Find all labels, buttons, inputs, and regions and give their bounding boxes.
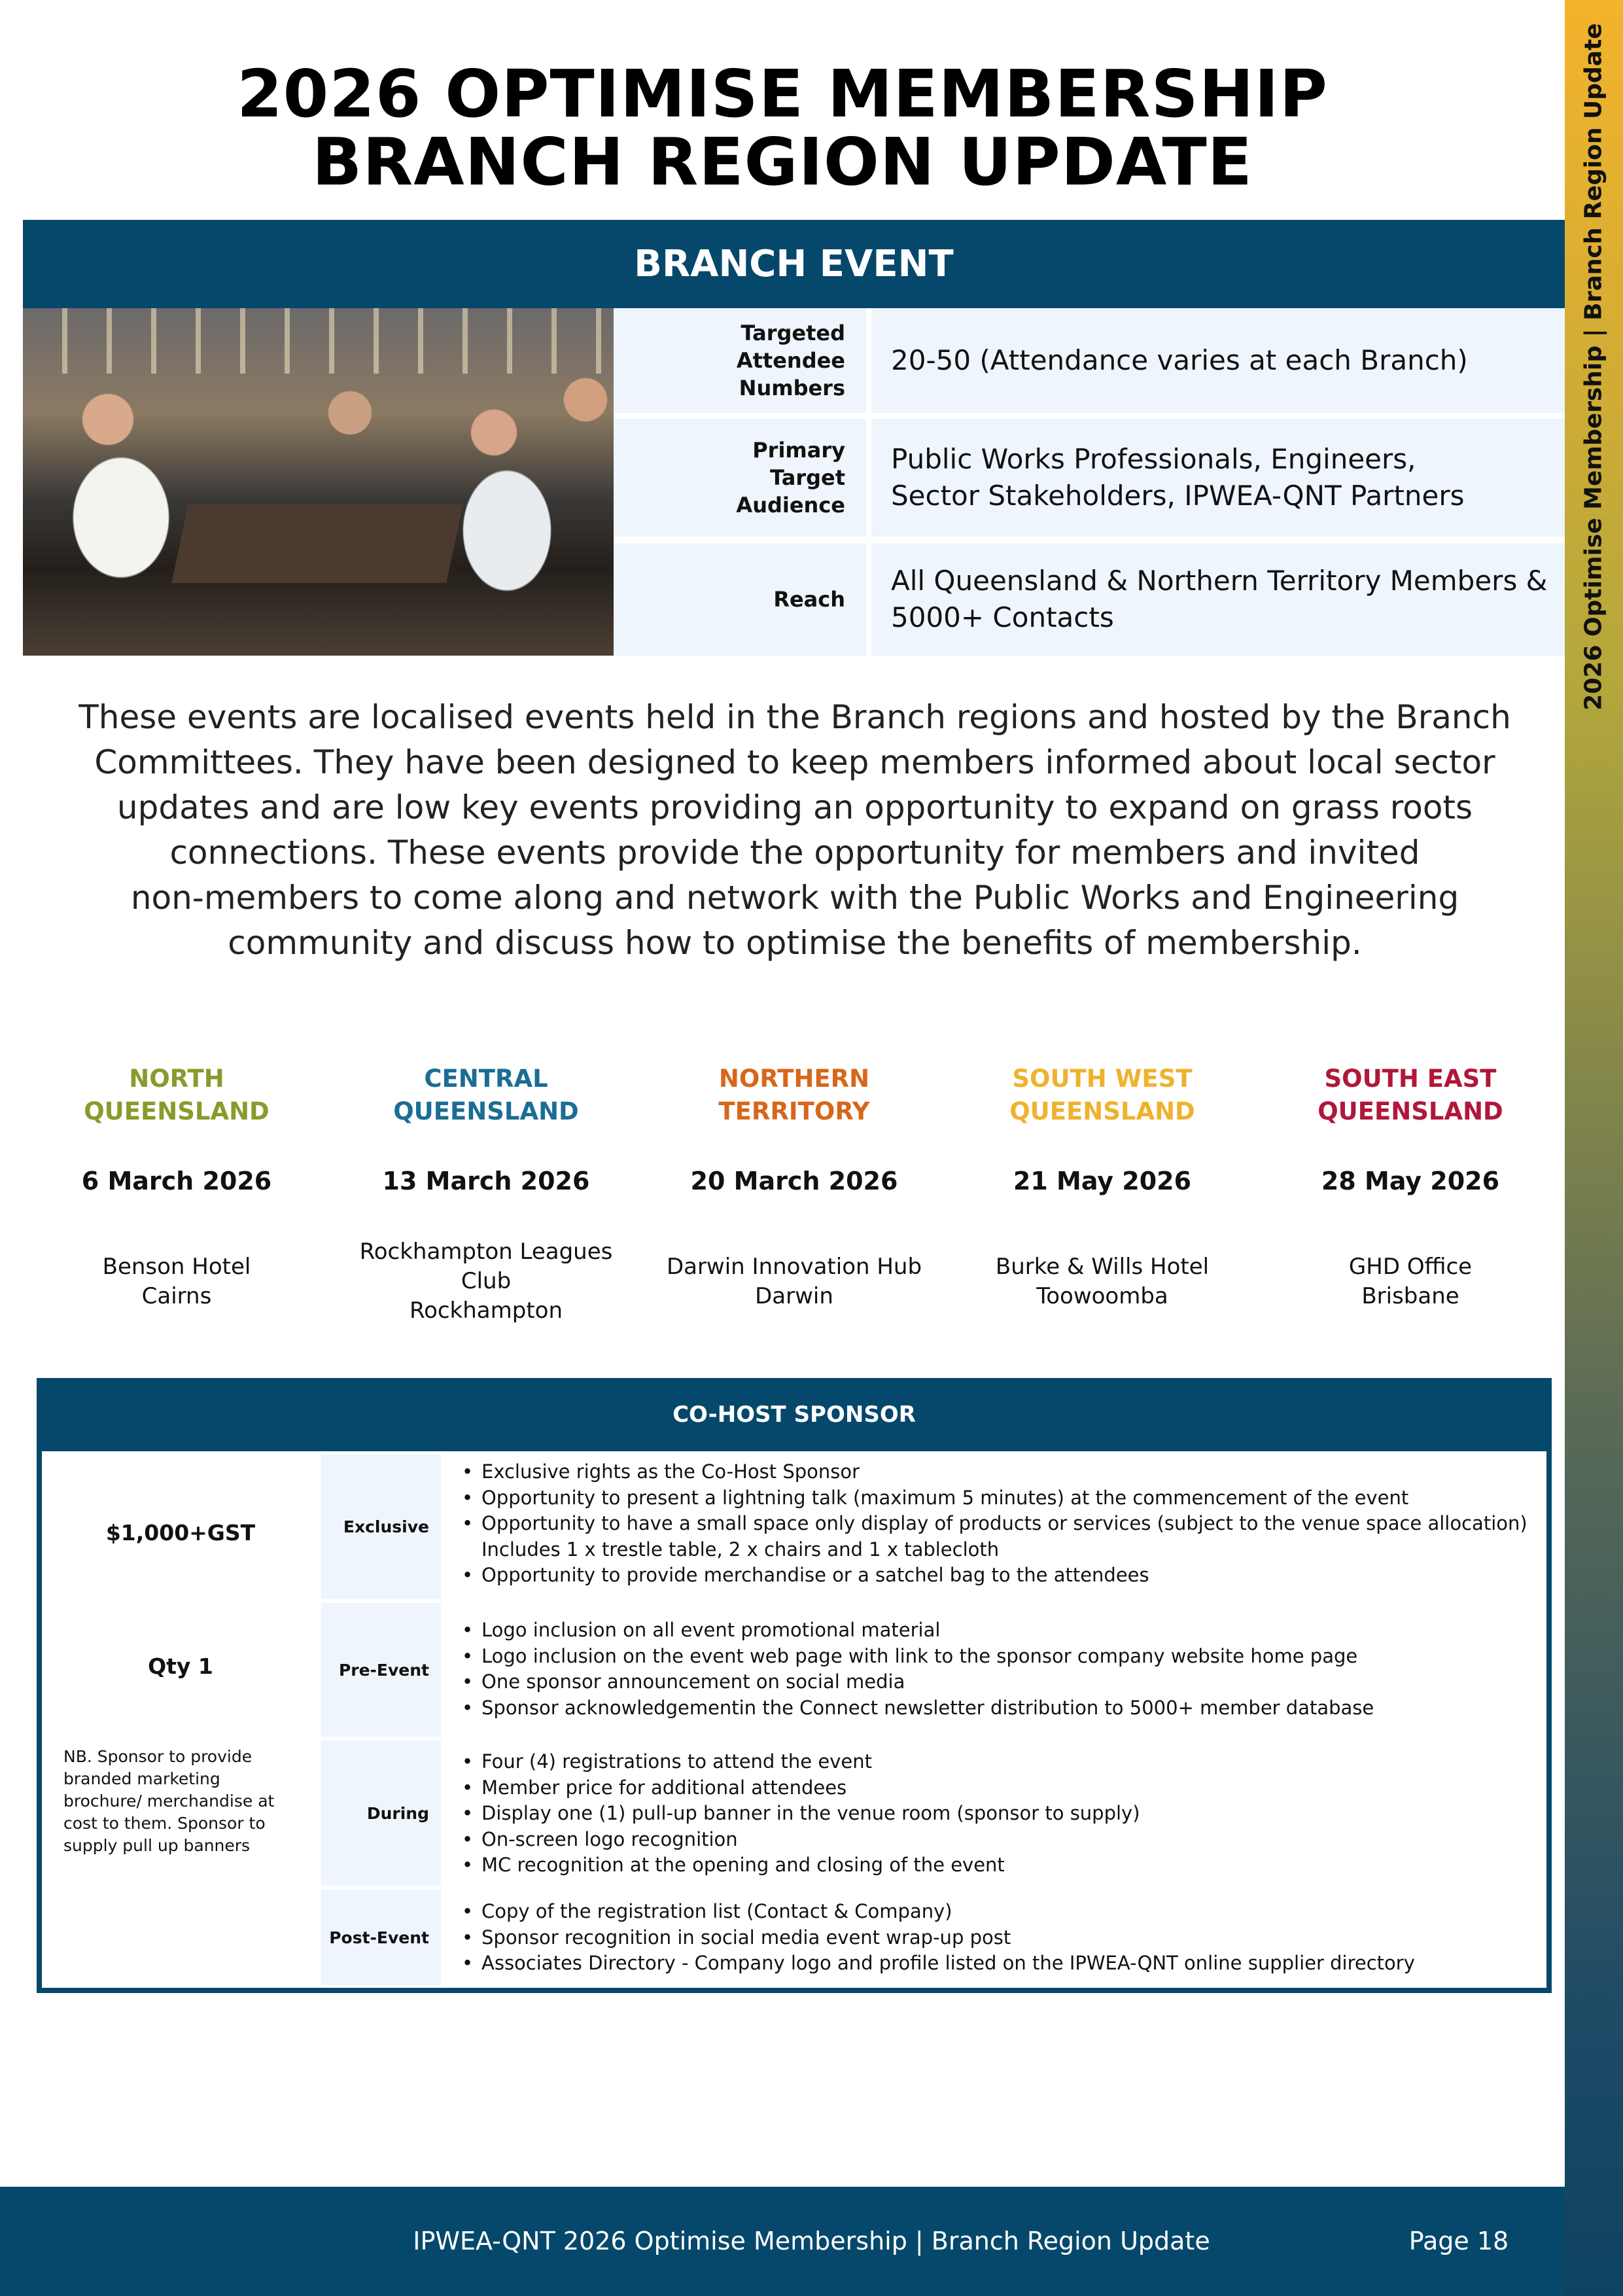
category-label-pre-event: Pre-Event <box>321 1603 441 1737</box>
sponsor-price: $1,000+GST <box>105 1520 256 1545</box>
region-date: 21 May 2026 <box>1013 1167 1192 1195</box>
benefit-item: • On-screen logo recognition <box>481 1827 1546 1853</box>
side-label <box>1565 0 1623 733</box>
category-items-pre-event <box>441 1617 1546 1721</box>
benefit-item: • Associates Directory - Company logo and profile listed on the IPWEA-QNT online supplier directory <box>481 1951 1546 1977</box>
event-photo <box>23 308 614 656</box>
region-name-line: QUEENSLAND <box>1318 1097 1503 1125</box>
region-name <box>958 1063 1246 1128</box>
region-venue-line: Darwin Innovation Hub <box>666 1253 922 1280</box>
intro-line: community and discuss how to optimise the benefits of membership. <box>228 924 1362 962</box>
footer-text: IPWEA-QNT 2026 Optimise Membership | Branch Region Update <box>413 2227 1210 2255</box>
region-venue <box>342 1237 630 1326</box>
page-title-line-1: 2026 OPTIMISE MEMBERSHIP <box>237 56 1328 132</box>
category-label-during: During <box>321 1740 441 1886</box>
benefit-item: • Sponsor acknowledgementin the Connect newsletter distribution to 5000+ member database <box>481 1695 1546 1722</box>
intro-line: non-members to come along and network with the Public Works and Engineering <box>130 879 1459 917</box>
info-value-line: All Queensland & Northern Territory Members & <box>891 565 1548 597</box>
region-venue-line: GHD Office <box>1348 1253 1473 1280</box>
region-venue <box>650 1237 938 1326</box>
region-venue-line: Brisbane <box>1361 1282 1459 1309</box>
info-value-reach <box>871 543 1565 656</box>
info-value-line: Sector Stakeholders, IPWEA-QNT Partners <box>891 480 1465 512</box>
region-name <box>33 1063 321 1128</box>
benefit-item: • Opportunity to present a lightning talk (maximum 5 minutes) at the commencement of the event <box>481 1485 1546 1511</box>
info-value-line: Public Works Professionals, Engineers, <box>891 443 1416 475</box>
intro-line: Committees. They have been designed to keep members informed about local sector <box>94 743 1495 781</box>
region-name-line: SOUTH WEST <box>1012 1065 1193 1093</box>
benefit-item: • Member price for additional attendees <box>481 1775 1546 1801</box>
region-name-line: SOUTH EAST <box>1324 1065 1497 1093</box>
region-date: 20 March 2026 <box>690 1167 898 1195</box>
benefit-item: • Logo inclusion on all event promotional material <box>481 1617 1546 1644</box>
info-label-attendee-numbers <box>614 308 866 413</box>
region-name <box>1266 1063 1554 1128</box>
info-label-text: Targeted Attendee Numbers <box>736 321 845 400</box>
region-date: 13 March 2026 <box>382 1167 590 1195</box>
region-name-line: QUEENSLAND <box>393 1097 579 1125</box>
sponsor-quantity: Qty 1 <box>148 1653 213 1679</box>
region-name <box>650 1063 938 1128</box>
region-venue <box>958 1237 1246 1326</box>
page-number: Page 18 <box>1408 2227 1509 2255</box>
co-host-sponsor-heading: CO-HOST SPONSOR <box>37 1378 1552 1451</box>
photo-table <box>171 504 463 583</box>
region-date: 28 May 2026 <box>1321 1167 1500 1195</box>
category-label-post-event: Post-Event <box>321 1890 441 1985</box>
info-value-attendee-numbers <box>871 308 1565 413</box>
page-title-line-2: BRANCH REGION UPDATE <box>312 124 1253 200</box>
region-venue-line: Club <box>461 1268 512 1294</box>
region-name-line: QUEENSLAND <box>84 1097 270 1125</box>
region-name-line: NORTH <box>129 1065 224 1093</box>
region-venue <box>1266 1237 1554 1326</box>
intro-line: These events are localised events held in the Branch regions and hosted by the Branch <box>79 698 1511 736</box>
region-venue-line: Cairns <box>141 1282 212 1309</box>
benefit-item: • Opportunity to provide merchandise or a satchel bag to the attendees <box>481 1563 1546 1589</box>
intro-paragraph <box>79 695 1511 966</box>
photo-lights <box>23 308 614 374</box>
benefit-item: • Four (4) registrations to attend the event <box>481 1749 1546 1775</box>
benefit-item: • Display one (1) pull-up banner in the venue room (sponsor to supply) <box>481 1801 1546 1827</box>
intro-line: connections. These events provide the opportunity for members and invited <box>169 834 1420 872</box>
region-venue-line: Darwin <box>755 1282 833 1309</box>
info-label-text: Reach <box>773 587 845 612</box>
benefit-item: • Logo inclusion on the event web page with link to the sponsor company website home page <box>481 1644 1546 1670</box>
region-venue-line: Rockhampton <box>409 1298 563 1324</box>
category-items-during <box>441 1749 1546 1879</box>
branch-event-banner: BRANCH EVENT <box>23 220 1565 308</box>
region-name-line: QUEENSLAND <box>1009 1097 1195 1125</box>
region-venue-line: Burke & Wills Hotel <box>995 1253 1210 1280</box>
benefit-item: • Sponsor recognition in social media event wrap-up post <box>481 1925 1546 1951</box>
region-name-line: CENTRAL <box>424 1065 548 1093</box>
region-venue-line: Rockhampton Leagues <box>359 1239 613 1265</box>
info-value-text: 20-50 (Attendance varies at each Branch) <box>891 344 1468 376</box>
sponsor-note: NB. Sponsor to provide branded marketing brochure/ merchandise at cost to them. Sponsor to supply pull up banners <box>63 1747 275 1855</box>
intro-line: updates and are low key events providing an opportunity to expand on grass roots <box>116 788 1473 826</box>
region-venue <box>33 1237 321 1326</box>
region-name-line: TERRITORY <box>718 1097 870 1125</box>
benefit-item: • Opportunity to have a small space only display of products or services (subject to the venue space allocation) Includes 1 x trestle table, 2 x chairs and 1 x tablecloth <box>481 1511 1528 1563</box>
info-label-target-audience <box>614 419 866 537</box>
region-date: 6 March 2026 <box>81 1167 272 1195</box>
benefit-item: • Copy of the registration list (Contact & Company) <box>481 1899 1546 1925</box>
benefit-item: • One sponsor announcement on social media <box>481 1669 1546 1695</box>
region-name <box>342 1063 630 1128</box>
category-items-exclusive <box>441 1459 1546 1589</box>
info-label-text: Primary Target Audience <box>736 438 845 518</box>
category-items-post-event <box>441 1899 1546 1977</box>
region-venue-line: Benson Hotel <box>102 1253 251 1280</box>
info-label-reach <box>614 543 866 656</box>
region-venue-line: Toowoomba <box>1036 1282 1168 1309</box>
benefit-item: • Exclusive rights as the Co-Host Sponsor <box>481 1459 1546 1485</box>
side-label-text: 2026 Optimise Membership | Branch Region Update <box>1580 22 1607 711</box>
category-label-exclusive: Exclusive <box>321 1454 441 1599</box>
benefit-item: • MC recognition at the opening and closing of the event <box>481 1852 1546 1879</box>
info-value-target-audience <box>871 419 1565 537</box>
region-name-line: NORTHERN <box>718 1065 870 1093</box>
info-value-line: 5000+ Contacts <box>891 601 1114 633</box>
